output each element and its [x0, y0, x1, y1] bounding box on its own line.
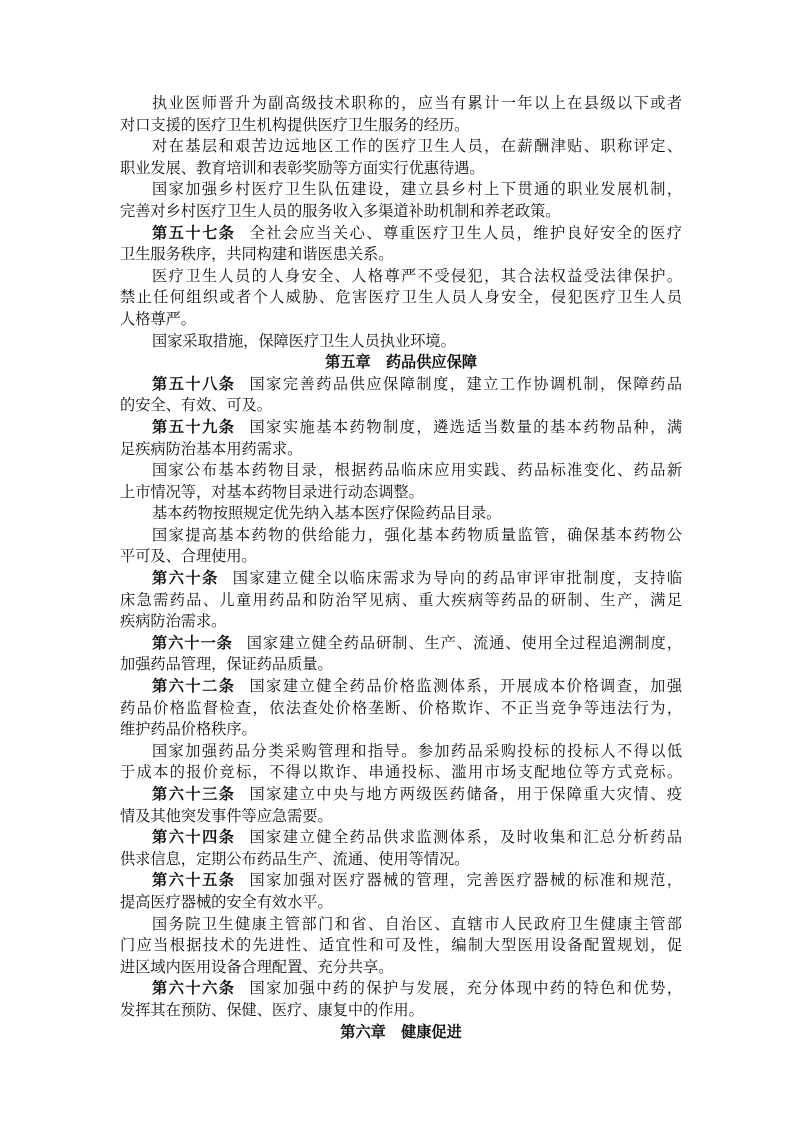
line-text: 执业医师晋升为副高级技术职称的，应当有累计一年以上在县级以下或者: [152, 94, 682, 112]
chapter-heading: 第六章 健康促进: [340, 1022, 462, 1041]
line-text: 国务院卫生健康主管部门和省、自治区、直辖市人民政府卫生健康主管部: [152, 914, 682, 933]
text-line: [120, 698, 682, 720]
text-line: [120, 935, 682, 957]
line-text: 卫生服务秩序，共同构建和谐医患关系。: [120, 245, 394, 264]
article-number: 第五十八条: [152, 374, 236, 393]
line-text: 国家完善药品供应保障制度，建立工作协调机制，保障药品: [249, 374, 682, 393]
article-line: [120, 568, 682, 590]
article-line: [120, 827, 682, 849]
line-text: 药品价格监督检查，依法查处价格垄断、价格欺诈、不正当竞争等违法行为，: [120, 698, 682, 717]
line-text: 的安全、有效、可及。: [120, 396, 272, 415]
text-line: [120, 201, 682, 223]
line-text: 疾病防治需求。: [120, 612, 227, 631]
text-line: [120, 287, 682, 309]
text-line: [120, 546, 682, 568]
text-line: [120, 482, 682, 504]
line-text: 国家公布基本药物目录，根据药品临床应用实践、药品标准变化、药品新: [152, 461, 682, 480]
line-text: 进区域内医用设备合理配置、充分共享。: [120, 957, 394, 976]
line-text: 对在基层和艰苦边远地区工作的医疗卫生人员，在薪酬津贴、职称评定、: [152, 137, 682, 156]
article-number: 第六十四条: [152, 828, 236, 847]
text-line: [120, 914, 682, 936]
line-text: 国家实施基本药物制度，遴选适当数量的基本药物品种，满: [249, 417, 682, 436]
line-text: 足疾病防治基本用药需求。: [120, 439, 303, 458]
text-line: [120, 179, 682, 201]
article-line: [120, 978, 682, 1000]
article-number: 第六十五条: [152, 871, 236, 890]
line-text: 平可及、合理使用。: [120, 547, 257, 566]
text-line: [120, 395, 682, 417]
line-text: 供求信息，定期公布药品生产、流通、使用等情况。: [120, 849, 470, 868]
article-line: [120, 676, 682, 698]
text-line: [120, 611, 682, 633]
text-line: [120, 762, 682, 784]
line-text: 国家加强中药的保护与发展，充分体现中药的特色和优势，: [249, 979, 682, 998]
article-line: [120, 784, 682, 806]
line-text: 于成本的报价竞标，不得以欺诈、串通投标、滥用市场支配地位等方式竞标。: [120, 763, 682, 782]
text-line: [120, 849, 682, 871]
article-number: 第五十九条: [152, 417, 236, 436]
text-line: [120, 93, 682, 115]
line-text: 基本药物按照规定优先纳入基本医疗保险药品目录。: [152, 504, 502, 523]
chapter-heading: 第五章 药品供应保障: [325, 353, 477, 372]
text-line: [120, 719, 682, 741]
line-text: 完善对乡村医疗卫生人员的服务收入多渠道补助机制和养老政策。: [120, 201, 561, 220]
article-line: [120, 374, 682, 396]
text-line: [120, 957, 682, 979]
text-line: [120, 590, 682, 612]
line-text: 国家建立健全以临床需求为导向的药品审评审批制度，支持临: [232, 569, 682, 588]
line-text: 国家建立中央与地方两级医药储备，用于保障重大灾情、疫: [249, 785, 682, 803]
line-text: 国家采取措施，保障医疗卫生人员执业环境。: [152, 331, 456, 350]
article-number: 第六十条: [152, 569, 219, 588]
line-text: 情及其他突发事件等应急需要。: [120, 806, 333, 825]
text-line: [120, 806, 682, 828]
article-line: [120, 417, 682, 439]
article-number: 第五十七条: [152, 223, 236, 242]
text-line: [120, 460, 682, 482]
article-line: [120, 870, 682, 892]
line-text: 门应当根据技术的先进性、适宜性和可及性，编制大型医用设备配置规划，促: [120, 936, 682, 955]
text-line: [120, 892, 682, 914]
line-text: 提高医疗器械的安全有效水平。: [120, 892, 333, 911]
text-line: [120, 136, 682, 158]
line-text: 床急需药品、儿童用药品和防治罕见病、重大疾病等药品的研制、生产，满足: [120, 590, 682, 609]
line-text: 维护药品价格秩序。: [120, 720, 257, 739]
line-text: 职业发展、教育培训和表彰奖励等方面实行优惠待遇。: [120, 158, 485, 177]
line-text: 国家加强药品分类采购管理和指导。参加药品采购投标的投标人不得以低: [152, 741, 682, 760]
article-number: 第六十六条: [152, 979, 236, 998]
line-text: 禁止任何组织或者个人威胁、危害医疗卫生人员人身安全，侵犯医疗卫生人员: [120, 288, 682, 307]
text-line: [120, 1000, 682, 1022]
text-line: [120, 331, 682, 353]
text-line: [120, 244, 682, 266]
article-line: [120, 223, 682, 245]
document-page: [120, 93, 682, 1043]
line-text: 国家建立健全药品供求监测体系，及时收集和汇总分析药品: [249, 828, 682, 847]
text-line: [120, 525, 682, 547]
line-text: 国家建立健全药品研制、生产、流通、使用全过程追溯制度，: [246, 633, 682, 652]
text-line: [120, 115, 682, 137]
text-line: [120, 503, 682, 525]
line-text: 发挥其在预防、保健、医疗、康复中的作用。: [120, 1000, 424, 1019]
line-text: 加强药品管理，保证药品质量。: [120, 655, 333, 674]
article-line: [120, 633, 682, 655]
text-line: [120, 654, 682, 676]
line-text: 人格尊严。: [120, 309, 196, 328]
article-number: 第六十二条: [152, 677, 236, 696]
line-text: 国家加强乡村医疗卫生队伍建设，建立县乡村上下贯通的职业发展机制，: [152, 180, 682, 199]
line-text: 国家提高基本药物的供给能力，强化基本药物质量监管，确保基本药物公: [152, 525, 682, 544]
line-text: 国家建立健全药品价格监测体系，开展成本价格调查，加强: [249, 677, 682, 696]
line-text: 医疗卫生人员的人身安全、人格尊严不受侵犯，其合法权益受法律保护。: [152, 266, 682, 285]
text-line: [120, 741, 682, 763]
article-number: 第六十一条: [152, 633, 233, 652]
text-line: [120, 309, 682, 331]
line-text: 上市情况等，对基本药物目录进行动态调整。: [120, 482, 424, 501]
text-line: [120, 266, 682, 288]
line-text: 全社会应当关心、尊重医疗卫生人员，维护良好安全的医疗: [249, 223, 682, 242]
line-text: 对口支援的医疗卫生机构提供医疗卫生服务的经历。: [120, 115, 470, 134]
text-line: [120, 439, 682, 461]
text-line: [120, 158, 682, 180]
line-text: 国家加强对医疗器械的管理，完善医疗器械的标准和规范，: [249, 871, 682, 890]
article-number: 第六十三条: [152, 785, 236, 803]
